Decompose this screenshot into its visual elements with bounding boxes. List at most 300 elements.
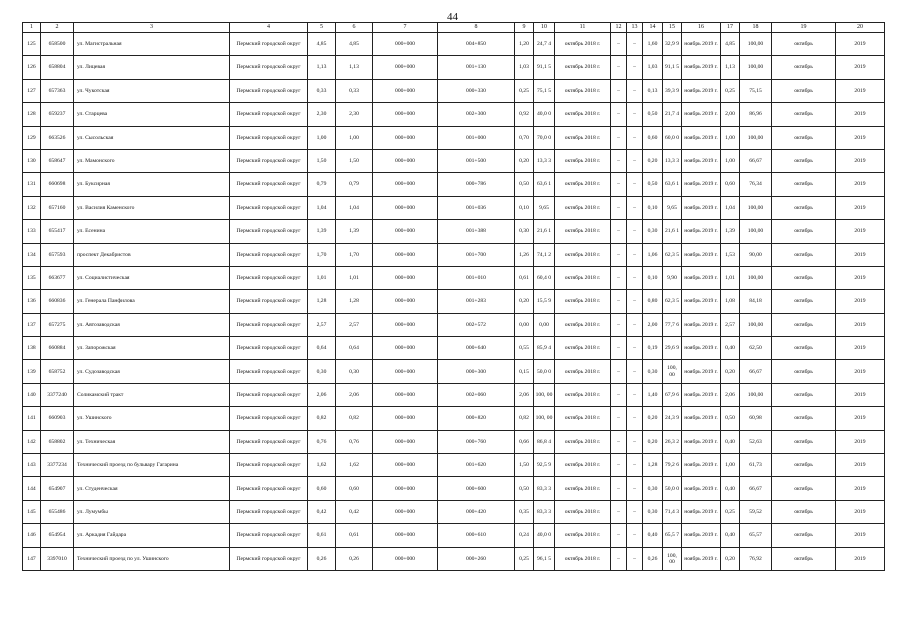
table-cell-k: 100, 00: [663, 360, 682, 383]
table-cell-e: 1,03: [515, 56, 534, 79]
column-header: 3: [74, 23, 230, 33]
table-cell-name: ул. Лицевая: [74, 56, 230, 79]
table-cell-e: 0,61: [515, 266, 534, 289]
column-header: 15: [663, 23, 682, 33]
table-cell-g: октябрь 2018 г.: [555, 407, 611, 430]
table-cell-i: –: [627, 149, 643, 172]
table-cell-m: 0,25: [721, 500, 740, 523]
table-cell-l: ноябрь 2019 г.: [682, 454, 721, 477]
table-row: [23, 500, 885, 523]
table-cell-code: 655486: [41, 500, 74, 523]
table-cell-q: 2019: [836, 360, 885, 383]
table-cell-k: 13,3 3: [663, 149, 682, 172]
table-cell-p: октябрь: [772, 360, 836, 383]
table-cell-m: 1,04: [721, 196, 740, 219]
table-cell-name: Технический проезд по ул. Ушинского: [74, 547, 230, 570]
table-cell-o: 52,63: [740, 430, 772, 453]
table-cell-b: 0,26: [336, 547, 373, 570]
table-cell-org: Пермский городской округ: [230, 360, 308, 383]
table-cell-f: 50,0 0: [534, 360, 555, 383]
table-cell-name: ул. Чукотская: [74, 79, 230, 102]
table-cell-code: 655417: [41, 220, 74, 243]
column-header: 9: [515, 23, 534, 33]
table-cell-k: 9,65: [663, 196, 682, 219]
table-cell-k: 9,90: [663, 266, 682, 289]
table-cell-a: 2,06: [308, 383, 336, 406]
table-cell-h: –: [611, 524, 627, 547]
table-cell-b: 1,04: [336, 196, 373, 219]
table-cell-c: 000+000: [373, 290, 438, 313]
table-cell-d: 001+010: [438, 266, 515, 289]
table-cell-name: ул. Буксирная: [74, 173, 230, 196]
table-cell-i: –: [627, 524, 643, 547]
table-cell-i: –: [627, 430, 643, 453]
table-cell-k: 50,0 0: [663, 477, 682, 500]
table-cell-n: 138: [23, 337, 41, 360]
table-cell-p: октябрь: [772, 79, 836, 102]
table-cell-c: 000+000: [373, 360, 438, 383]
column-header: 13: [627, 23, 643, 33]
table-cell-j: 0,30: [643, 360, 663, 383]
table-cell-d: 000+610: [438, 524, 515, 547]
table-cell-l: ноябрь 2019 г.: [682, 220, 721, 243]
table-cell-o: 100,00: [740, 56, 772, 79]
table-row: [23, 360, 885, 383]
table-cell-i: –: [627, 454, 643, 477]
table-cell-i: –: [627, 103, 643, 126]
table-cell-org: Пермский городской округ: [230, 243, 308, 266]
table-cell-i: –: [627, 500, 643, 523]
table-cell-c: 000+000: [373, 196, 438, 219]
table-cell-f: 100, 00: [534, 383, 555, 406]
table-cell-g: октябрь 2018 г.: [555, 33, 611, 56]
table-cell-i: –: [627, 196, 643, 219]
table-row: [23, 266, 885, 289]
table-cell-m: 1,00: [721, 126, 740, 149]
table-row: [23, 383, 885, 406]
table-cell-g: октябрь 2018 г.: [555, 430, 611, 453]
column-header: 10: [534, 23, 555, 33]
table-cell-org: Пермский городской округ: [230, 524, 308, 547]
table-cell-a: 0,76: [308, 430, 336, 453]
table-cell-n: 134: [23, 243, 41, 266]
table-cell-b: 2,30: [336, 103, 373, 126]
table-cell-m: 1,13: [721, 56, 740, 79]
table-cell-l: ноябрь 2019 г.: [682, 126, 721, 149]
table-cell-q: 2019: [836, 454, 885, 477]
table-cell-p: октябрь: [772, 290, 836, 313]
table-cell-c: 000+000: [373, 383, 438, 406]
table-cell-n: 131: [23, 173, 41, 196]
table-cell-o: 76,92: [740, 547, 772, 570]
table-cell-j: 0,80: [643, 290, 663, 313]
table-cell-c: 000+000: [373, 79, 438, 102]
table-cell-c: 000+000: [373, 477, 438, 500]
table-cell-o: 100,00: [740, 266, 772, 289]
table-cell-l: ноябрь 2019 г.: [682, 103, 721, 126]
table-cell-o: 84,18: [740, 290, 772, 313]
table-cell-m: 2,57: [721, 313, 740, 336]
table-cell-a: 0,42: [308, 500, 336, 523]
table-cell-g: октябрь 2018 г.: [555, 524, 611, 547]
table-cell-k: 91,1 5: [663, 56, 682, 79]
table-cell-f: 63,6 1: [534, 173, 555, 196]
table-cell-org: Пермский городской округ: [230, 500, 308, 523]
table-cell-h: –: [611, 103, 627, 126]
table-row: [23, 173, 885, 196]
table-cell-c: 000+000: [373, 149, 438, 172]
table-cell-l: ноябрь 2019 г.: [682, 173, 721, 196]
table-cell-g: октябрь 2018 г.: [555, 313, 611, 336]
table-cell-n: 143: [23, 454, 41, 477]
table-cell-g: октябрь 2018 г.: [555, 547, 611, 570]
table-cell-o: 62,50: [740, 337, 772, 360]
table-cell-l: ноябрь 2019 г.: [682, 360, 721, 383]
table-cell-a: 0,64: [308, 337, 336, 360]
table-cell-p: октябрь: [772, 500, 836, 523]
table-cell-code: 3377234: [41, 454, 74, 477]
table-row: [23, 313, 885, 336]
table-cell-q: 2019: [836, 383, 885, 406]
table-cell-q: 2019: [836, 33, 885, 56]
table-cell-l: ноябрь 2019 г.: [682, 243, 721, 266]
table-cell-a: 0,60: [308, 477, 336, 500]
table-cell-k: 62,3 5: [663, 243, 682, 266]
table-cell-l: ноябрь 2019 г.: [682, 266, 721, 289]
column-header: 19: [772, 23, 836, 33]
table-cell-k: 26,3 2: [663, 430, 682, 453]
table-cell-k: 100, 00: [663, 547, 682, 570]
table-cell-m: 2,00: [721, 103, 740, 126]
table-cell-d: 000+820: [438, 407, 515, 430]
table-cell-b: 0,42: [336, 500, 373, 523]
table-cell-e: 0,25: [515, 547, 534, 570]
table-cell-c: 000+000: [373, 243, 438, 266]
column-header: 4: [230, 23, 308, 33]
table-cell-m: 2,06: [721, 383, 740, 406]
table-cell-a: 0,33: [308, 79, 336, 102]
table-cell-name: ул. Ушинского: [74, 407, 230, 430]
column-header: 14: [643, 23, 663, 33]
table-cell-c: 000+000: [373, 220, 438, 243]
table-cell-l: ноябрь 2019 г.: [682, 290, 721, 313]
table-cell-f: 83,3 3: [534, 477, 555, 500]
table-cell-i: –: [627, 477, 643, 500]
table-cell-code: 659237: [41, 103, 74, 126]
table-cell-e: 0,50: [515, 173, 534, 196]
table-cell-org: Пермский городской округ: [230, 337, 308, 360]
table-cell-a: 0,26: [308, 547, 336, 570]
table-cell-i: –: [627, 360, 643, 383]
table-cell-i: –: [627, 56, 643, 79]
table-cell-d: 001+283: [438, 290, 515, 313]
table-row: [23, 220, 885, 243]
table-cell-g: октябрь 2018 г.: [555, 220, 611, 243]
table-cell-o: 100,00: [740, 220, 772, 243]
table-cell-g: октябрь 2018 г.: [555, 79, 611, 102]
table-cell-f: 21,6 1: [534, 220, 555, 243]
table-cell-i: –: [627, 220, 643, 243]
table-cell-q: 2019: [836, 500, 885, 523]
table-cell-m: 1,08: [721, 290, 740, 313]
table-cell-org: Пермский городской округ: [230, 266, 308, 289]
table-cell-name: ул. Василия Каменского: [74, 196, 230, 219]
table-cell-j: 1,60: [643, 33, 663, 56]
table-cell-f: 60,4 0: [534, 266, 555, 289]
table-cell-a: 0,30: [308, 360, 336, 383]
table-cell-name: ул. Аркадия Гайдара: [74, 524, 230, 547]
table-cell-m: 0,40: [721, 477, 740, 500]
table-cell-j: 0,10: [643, 266, 663, 289]
table-cell-code: 660698: [41, 173, 74, 196]
table-cell-a: 1,13: [308, 56, 336, 79]
table-cell-b: 1,50: [336, 149, 373, 172]
table-cell-p: октябрь: [772, 337, 836, 360]
table-cell-k: 60,0 0: [663, 126, 682, 149]
table-cell-m: 1,00: [721, 149, 740, 172]
table-cell-a: 1,00: [308, 126, 336, 149]
table-cell-h: –: [611, 173, 627, 196]
table-cell-name: проспект Декабристов: [74, 243, 230, 266]
table-cell-g: октябрь 2018 г.: [555, 173, 611, 196]
header-row: [23, 23, 885, 33]
table-cell-code: 654907: [41, 477, 74, 500]
table-cell-n: 140: [23, 383, 41, 406]
table-cell-p: октябрь: [772, 173, 836, 196]
table-cell-e: 1,20: [515, 33, 534, 56]
table-cell-m: 0,40: [721, 524, 740, 547]
table-cell-j: 0,20: [643, 430, 663, 453]
table-cell-c: 000+000: [373, 454, 438, 477]
table-cell-b: 1,62: [336, 454, 373, 477]
table-cell-k: 29,6 9: [663, 337, 682, 360]
table-cell-h: –: [611, 33, 627, 56]
table-cell-a: 1,28: [308, 290, 336, 313]
table-cell-h: –: [611, 196, 627, 219]
table-cell-name: ул. Есенина: [74, 220, 230, 243]
table-cell-h: –: [611, 454, 627, 477]
table-cell-k: 62,3 5: [663, 290, 682, 313]
table-cell-f: 40,0 0: [534, 524, 555, 547]
table-cell-g: октябрь 2018 г.: [555, 56, 611, 79]
table-cell-f: 40,0 0: [534, 103, 555, 126]
table-row: [23, 196, 885, 219]
table-cell-l: ноябрь 2019 г.: [682, 149, 721, 172]
table-cell-h: –: [611, 500, 627, 523]
table-cell-j: 0,50: [643, 103, 663, 126]
table-cell-d: 000+260: [438, 547, 515, 570]
table-cell-h: –: [611, 220, 627, 243]
table-cell-d: 002+572: [438, 313, 515, 336]
table-row: [23, 477, 885, 500]
table-cell-f: 92,5 9: [534, 454, 555, 477]
table-cell-l: ноябрь 2019 г.: [682, 79, 721, 102]
table-cell-f: 75,1 5: [534, 79, 555, 102]
table-cell-code: 658752: [41, 360, 74, 383]
table-cell-h: –: [611, 360, 627, 383]
table-row: [23, 524, 885, 547]
table-cell-g: октябрь 2018 г.: [555, 266, 611, 289]
table-cell-b: 0,30: [336, 360, 373, 383]
table-cell-name: Технический проезд по бульвару Гагарина: [74, 454, 230, 477]
table-cell-j: 0,19: [643, 337, 663, 360]
table-cell-b: 1,39: [336, 220, 373, 243]
table-cell-l: ноябрь 2019 г.: [682, 56, 721, 79]
table-cell-k: 21,6 1: [663, 220, 682, 243]
table-row: [23, 243, 885, 266]
table-row: [23, 430, 885, 453]
table-row: [23, 33, 885, 56]
column-header: 17: [721, 23, 740, 33]
table-cell-b: 1,00: [336, 126, 373, 149]
table-cell-code: 657363: [41, 79, 74, 102]
column-header: 11: [555, 23, 611, 33]
table-cell-j: 0,60: [643, 126, 663, 149]
table-cell-o: 100,00: [740, 383, 772, 406]
table-cell-q: 2019: [836, 290, 885, 313]
table-cell-org: Пермский городской округ: [230, 56, 308, 79]
table-cell-h: –: [611, 290, 627, 313]
table-row: [23, 56, 885, 79]
table-cell-i: –: [627, 547, 643, 570]
table-cell-c: 000+000: [373, 313, 438, 336]
table-cell-b: 1,13: [336, 56, 373, 79]
table-cell-j: 1,28: [643, 454, 663, 477]
table-cell-o: 100,00: [740, 313, 772, 336]
table-cell-d: 000+640: [438, 337, 515, 360]
table-cell-q: 2019: [836, 407, 885, 430]
table-cell-i: –: [627, 383, 643, 406]
table-cell-c: 000+000: [373, 337, 438, 360]
table-row: [23, 407, 885, 430]
table-cell-b: 1,28: [336, 290, 373, 313]
table-cell-name: ул. Старцева: [74, 103, 230, 126]
table-row: [23, 79, 885, 102]
table-cell-q: 2019: [836, 173, 885, 196]
table-cell-f: 13,3 3: [534, 149, 555, 172]
table-cell-org: Пермский городской округ: [230, 477, 308, 500]
table-cell-c: 000+000: [373, 173, 438, 196]
table-cell-m: 0,20: [721, 547, 740, 570]
table-cell-n: 137: [23, 313, 41, 336]
table-cell-e: 0,20: [515, 290, 534, 313]
table-cell-c: 000+000: [373, 33, 438, 56]
table-cell-a: 1,62: [308, 454, 336, 477]
table-cell-a: 0,61: [308, 524, 336, 547]
table-cell-name: ул. Техническая: [74, 430, 230, 453]
table-cell-a: 1,70: [308, 243, 336, 266]
table-row: [23, 454, 885, 477]
table-cell-m: 1,39: [721, 220, 740, 243]
table-cell-d: 000+330: [438, 79, 515, 102]
table-cell-e: 0,24: [515, 524, 534, 547]
table-cell-o: 86,96: [740, 103, 772, 126]
table-cell-q: 2019: [836, 220, 885, 243]
table-cell-e: 0,25: [515, 79, 534, 102]
table-cell-name: ул. Социалистическая: [74, 266, 230, 289]
table-cell-b: 2,57: [336, 313, 373, 336]
table-cell-m: 0,50: [721, 407, 740, 430]
table-cell-n: 142: [23, 430, 41, 453]
table-cell-g: октябрь 2018 г.: [555, 360, 611, 383]
table-body: [23, 33, 885, 571]
table-cell-b: 2,06: [336, 383, 373, 406]
table-cell-i: –: [627, 266, 643, 289]
table-cell-j: 0,20: [643, 149, 663, 172]
table-cell-d: 001+036: [438, 196, 515, 219]
table-cell-h: –: [611, 313, 627, 336]
table-cell-i: –: [627, 313, 643, 336]
table-cell-h: –: [611, 79, 627, 102]
table-cell-f: 83,3 3: [534, 500, 555, 523]
table-cell-d: 002+060: [438, 383, 515, 406]
table-cell-i: –: [627, 243, 643, 266]
table-cell-a: 2,30: [308, 103, 336, 126]
table-cell-code: 658647: [41, 149, 74, 172]
roads-register-table: [22, 22, 885, 571]
table-cell-g: октябрь 2018 г.: [555, 196, 611, 219]
table-cell-j: 0,50: [643, 173, 663, 196]
table-cell-b: 1,01: [336, 266, 373, 289]
table-cell-q: 2019: [836, 547, 885, 570]
table-cell-f: 85,9 4: [534, 337, 555, 360]
table-cell-e: 0,66: [515, 430, 534, 453]
table-cell-f: 91,1 5: [534, 56, 555, 79]
table-cell-q: 2019: [836, 196, 885, 219]
table-cell-f: 74,1 2: [534, 243, 555, 266]
table-cell-n: 144: [23, 477, 41, 500]
table-cell-o: 66,67: [740, 360, 772, 383]
table-cell-h: –: [611, 243, 627, 266]
table-cell-n: 135: [23, 266, 41, 289]
table-cell-l: ноябрь 2019 г.: [682, 477, 721, 500]
table-cell-p: октябрь: [772, 56, 836, 79]
table-cell-org: Пермский городской округ: [230, 547, 308, 570]
table-cell-g: октябрь 2018 г.: [555, 454, 611, 477]
table-cell-f: 86,8 4: [534, 430, 555, 453]
table-cell-f: 24,7 4: [534, 33, 555, 56]
table-cell-e: 1,26: [515, 243, 534, 266]
table-cell-n: 132: [23, 196, 41, 219]
table-cell-i: –: [627, 126, 643, 149]
table-cell-e: 0,55: [515, 337, 534, 360]
table-cell-l: ноябрь 2019 г.: [682, 524, 721, 547]
table-cell-m: 0,40: [721, 337, 740, 360]
table-cell-p: октябрь: [772, 547, 836, 570]
table-cell-o: 100,00: [740, 33, 772, 56]
table-cell-p: октябрь: [772, 454, 836, 477]
table-cell-n: 146: [23, 524, 41, 547]
table-cell-org: Пермский городской округ: [230, 290, 308, 313]
table-cell-b: 4,85: [336, 33, 373, 56]
table-cell-org: Пермский городской округ: [230, 220, 308, 243]
column-header: 18: [740, 23, 772, 33]
table-cell-q: 2019: [836, 79, 885, 102]
table-cell-q: 2019: [836, 430, 885, 453]
table-cell-code: 657160: [41, 196, 74, 219]
table-cell-d: 001+700: [438, 243, 515, 266]
table-cell-l: ноябрь 2019 г.: [682, 407, 721, 430]
table-cell-org: Пермский городской округ: [230, 313, 308, 336]
table-cell-n: 128: [23, 103, 41, 126]
table-cell-q: 2019: [836, 103, 885, 126]
table-cell-o: 60,98: [740, 407, 772, 430]
table-cell-o: 100,00: [740, 126, 772, 149]
table-cell-j: 0,13: [643, 79, 663, 102]
column-header: 8: [438, 23, 515, 33]
table-cell-f: 0,00: [534, 313, 555, 336]
table-cell-n: 130: [23, 149, 41, 172]
